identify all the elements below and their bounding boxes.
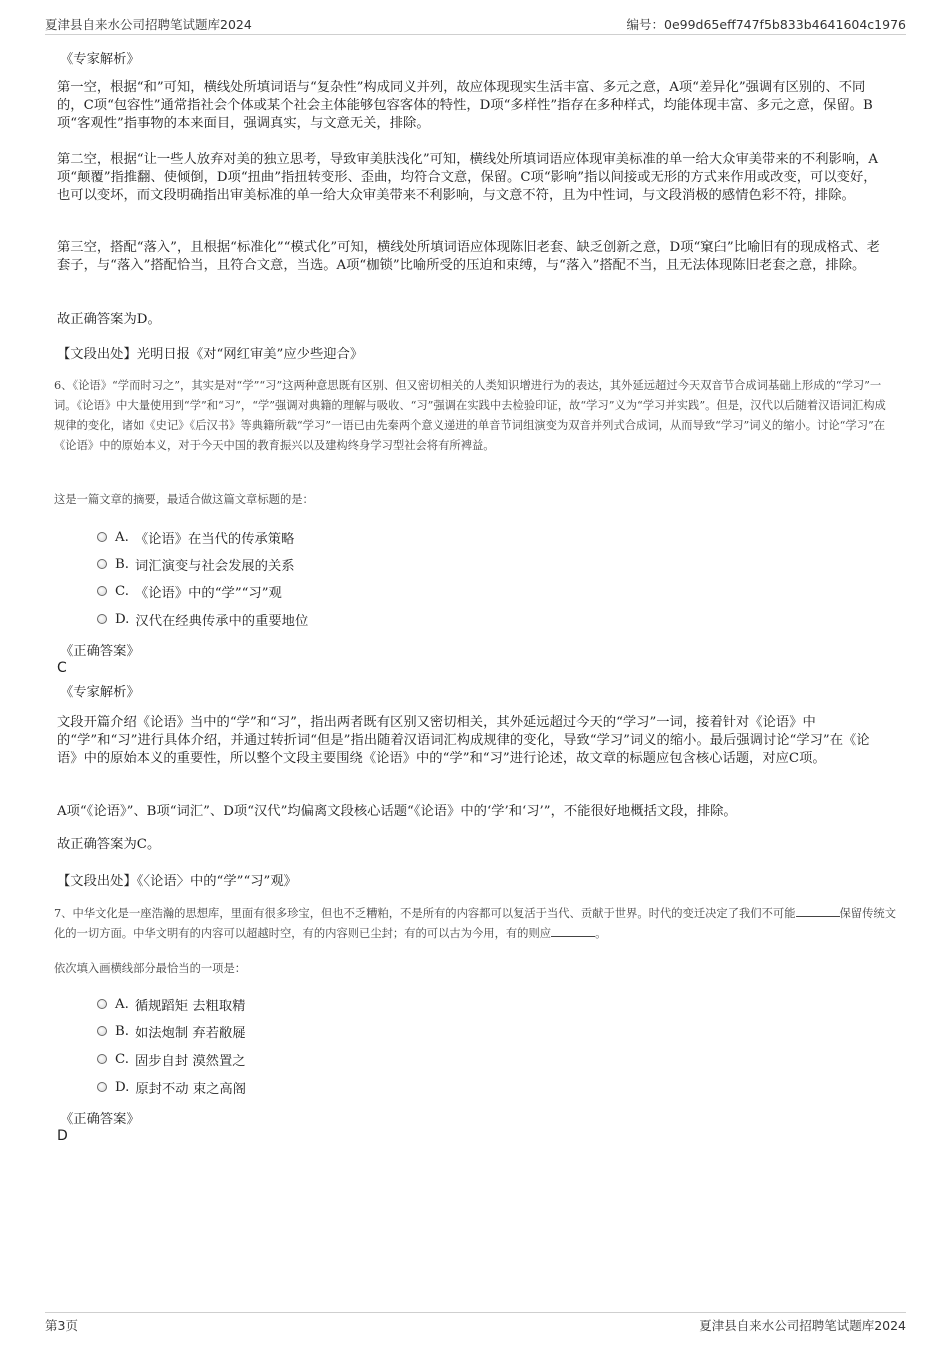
q6-expert-label: 《专家解析》 [60, 685, 140, 700]
q6-analysis-p1: 文段开篇介绍《论语》当中的“学”和“习”，指出两者既有区别又密切相关，其外延远超过今天的“学习”一词，接着针对《论语》中的“学”和“习”进行具体介绍，并通过转折词“但是”指出随着汉语词汇构成规律的变化，导致“学习”词义的缩小。最后强调讨论“学习”在《论语》中的原始本义的重要性，所以整个文段主要围绕《论语》中的“学”和“习”进行论述，故文章的标题应包含核心话题，对应C项。 [57, 715, 870, 766]
option-text: 《论语》中的“学”“习”观 [134, 585, 282, 601]
page-footer [45, 1312, 906, 1335]
option-text: 原封不动 束之高阁 [135, 1081, 247, 1097]
option-letter: C. [115, 1051, 129, 1067]
radio-icon[interactable] [97, 999, 107, 1009]
radio-icon[interactable] [97, 532, 107, 542]
answer-blank [796, 904, 840, 917]
radio-icon[interactable] [97, 1054, 107, 1064]
q6-correct-answer: C [57, 660, 67, 676]
q7-correct-label: 《正确答案》 [60, 1112, 140, 1127]
answer-blank [551, 924, 595, 937]
option-text: 固步自封 漠然置之 [134, 1053, 246, 1069]
option-letter: A. [115, 996, 129, 1012]
q6-option-b[interactable] [97, 554, 295, 574]
q7-option-c[interactable] [97, 1049, 246, 1069]
radio-icon[interactable] [97, 559, 107, 569]
option-letter: B. [115, 1023, 129, 1039]
header-title: 夏津县自来水公司招聘笔试题库2024 [45, 17, 252, 32]
radio-icon[interactable] [97, 1026, 107, 1036]
q5-source: 【文段出处】光明日报《对“网红审美”应少些迎合》 [57, 347, 364, 362]
q5-expert-label: 《专家解析》 [60, 52, 140, 67]
footer-title: 夏津县自来水公司招聘笔试题库2024 [699, 1318, 906, 1333]
q6-conclusion: 故正确答案为C。 [57, 837, 161, 852]
header-doc-number: 编号：0e99d65eff747f5b833b4641604c1976 [626, 17, 906, 32]
q6-option-d[interactable] [97, 609, 308, 629]
q6-analysis-p2: A项“《论语》”、B项“词汇”、D项“汉代”均偏离文段核心话题“《论语》中的‘学’和‘习’”，不能很好地概括文段，排除。 [57, 804, 737, 819]
footer-page-number: 第3页 [45, 1318, 78, 1333]
q7-question-part1: 7、中华文化是一座浩瀚的思想库，里面有很多珍宝，但也不乏糟粕，不是所有的内容都可以复活于当代、贡献于世界。时代的变迁决定了我们不可能 [54, 907, 796, 920]
option-letter: D. [115, 611, 130, 627]
option-letter: D. [115, 1079, 130, 1095]
option-letter: B. [115, 556, 129, 572]
option-text: 循规蹈矩 去粗取精 [134, 998, 246, 1014]
q5-analysis-p3: 第三空，搭配“落入”，且根据“标准化”“模式化”可知，横线处所填词语应体现陈旧老套、缺乏创新之意，D项“窠臼”比喻旧有的现成格式、老套子，与“落入”搭配恰当，且符合文意，当选。A项“枷锁”比喻所受的压迫和束缚，与“落入”搭配不当，且无法体现陈旧老套之意，排除。 [57, 240, 880, 273]
q6-correct-label: 《正确答案》 [60, 644, 140, 659]
q7-option-a[interactable] [97, 994, 245, 1014]
q7-question-part3: 。 [595, 927, 607, 940]
q6-question: 6、《论语》“学而时习之”，其实是对“学”“习”这两种意思既有区别、但又密切相关的人类知识增进行为的表达，其外延远超过今天双音节合成词基础上形成的“学习”一词。《论语》中大量使用到“学”和“习”，“学”强调对典籍的理解与吸收、“习”强调在实践中去检验印证，故“学习”义为“学习并实践”。但是，汉代以后随着汉语词汇构成规律的变化，诸如《史记》《后汉书》等典籍所载“学习”一语已由先秦两个意义递进的单音节词组演变为双音并列式合成词，从而导致“学习”词义的缩小。讨论“学习”在《论语》中的原始本义，对于今天中国的教育振兴以及建构终身学习型社会将有所裨益。 [54, 379, 886, 452]
q7-correct-answer: D [57, 1128, 68, 1144]
q6-source: 【文段出处】《〈论语〉中的“学”“习”观》 [57, 874, 297, 889]
q7-question-part2: 保留传统文化的一切方面。中华文明有的内容可以超越时空，有的内容则已尘封；有的可以古为今用，有的则应 [54, 907, 896, 940]
q6-option-c[interactable] [97, 581, 282, 601]
option-text: 《论语》在当代的传承策略 [134, 531, 295, 547]
radio-icon[interactable] [97, 586, 107, 596]
q6-option-a[interactable] [97, 527, 294, 547]
q5-analysis-p2: 第二空，根据“让一些人放弃对美的独立思考，导致审美肤浅化”可知，横线处所填词语应体现审美标准的单一给大众审美带来的不利影响，A项“颠覆”指推翻、使倾倒，D项“扭曲”指扭转变形、歪曲，均符合文意，保留。C项“影响”指以间接或无形的方式来作用或改变，可以变好，也可以变坏，而文段明确指出审美标准的单一给大众审美带来不利影响，与文意不符，且为中性词，与文段消极的感情色彩不符，排除。 [57, 152, 879, 203]
option-text: 词汇演变与社会发展的关系 [135, 558, 295, 574]
q7-prompt: 依次填入画横线部分最恰当的一项是： [54, 962, 247, 975]
option-letter: C. [115, 583, 129, 599]
radio-icon[interactable] [97, 614, 107, 624]
option-text: 汉代在经典传承中的重要地位 [135, 613, 309, 629]
q6-prompt: 这是一篇文章的摘要，最适合做这篇文章标题的是： [54, 493, 314, 506]
radio-icon[interactable] [97, 1082, 107, 1092]
option-text: 如法炮制 弃若敝屣 [135, 1025, 246, 1041]
q5-analysis-p1: 第一空，根据“和”可知，横线处所填词语与“复杂性”构成同义并列，故应体现现实生活丰富、多元之意，A项“差异化”强调有区别的、不同的，C项“包容性”通常指社会个体或某个社会主体能够包容客体的特性，D项“多样性”指存在多种样式，均能体现丰富、多元之意，保留。B项“客观性”指事物的本来面目，强调真实，与文意无关，排除。 [57, 80, 873, 131]
option-letter: A. [115, 529, 129, 545]
q7-question [54, 904, 896, 944]
q5-conclusion: 故正确答案为D。 [57, 312, 161, 327]
q7-option-b[interactable] [97, 1021, 246, 1041]
q7-option-d[interactable] [97, 1077, 246, 1097]
